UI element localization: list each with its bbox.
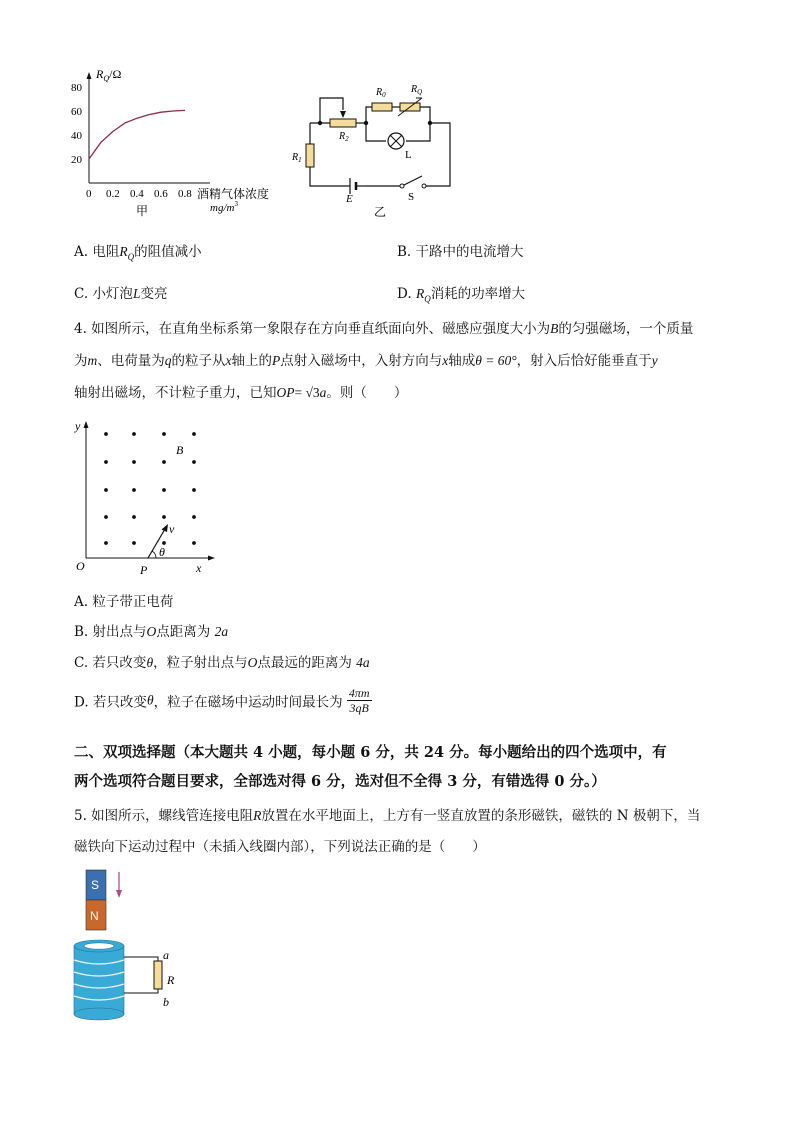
svg-text:S: S [91,878,100,892]
q3-circuit-figure [288,78,468,218]
field-dot [162,460,166,464]
svg-text:v: v [169,522,175,536]
graph-y-arrow [87,72,92,79]
graph-y-label: $R_Q/\Omega$ [96,67,122,83]
svg-text:L: L [405,149,412,161]
x-tick-label: 0.2 [106,188,120,200]
field-dot [104,541,108,545]
svg-text:b: b [163,995,169,1009]
graph-x-unit: $mg/m^3$ [210,200,238,214]
switch-icon [400,176,426,188]
q3-option-b[interactable]: B. 干路中的电流增大 [397,244,524,260]
q5-magnet-figure [68,866,198,1024]
x-tick-label: 0.8 [178,188,192,200]
q5-stem: 5. 如图所示，螺线管连接电阻R放置在水平地面上，上方有一竖直放置的条形磁铁，磁铁的 N 极朝下，当 磁铁向下运动过程中（未插入线圈内部），下列说法正确的是（ ） [74,808,701,855]
field-dot [104,515,108,519]
field-dot [192,432,196,436]
graph-x-label: 酒精气体浓度 [197,187,270,201]
field-dot [192,488,196,492]
field-dot [192,515,196,519]
svg-text:R: R [167,973,175,987]
field-dot [104,460,108,464]
resistor-r [154,961,162,989]
field-dot [132,488,136,492]
svg-text:R2: $R_2$ [339,131,349,143]
q4-option-b[interactable]: B. 射出点与O点距离为 2a [74,624,229,640]
resistor-r1 [306,144,314,167]
svg-text:S: S [408,191,415,203]
field-dot [132,460,136,464]
q4-option-c[interactable]: C. 若只改变θ，粒子射出点与O点最远的距离为 4a [74,655,370,671]
field-dot [104,432,108,436]
graph-curve [89,110,185,159]
x-tick-label: 0.6 [154,188,168,200]
q3-option-a[interactable]: A. 电阻$R_Q$的阻值减小 [74,244,202,262]
y-tick-label: 80 [71,82,82,94]
svg-text:R1: $R_1$ [292,152,302,164]
time-fraction: $\frac{4\pi m}{3qB}$ [348,686,370,715]
field-dot [132,541,136,545]
svg-text:x: x [196,561,202,575]
svg-text:y: y [75,419,81,433]
circuit-wire-left-low [310,167,350,186]
q4-option-d[interactable]: D. 若只改变θ，粒子在磁场中运动时间最长为 $\frac{4\pi m}{3qB}$ [74,686,370,715]
field-dot [132,432,136,436]
svg-text:θ: θ [159,545,165,559]
y-tick-label: 60 [71,106,82,118]
field-dot [192,541,196,545]
svg-text:乙: 乙 [374,205,387,218]
q3-option-c[interactable]: C. 小灯泡L变亮 [74,286,168,302]
field-dot [162,432,166,436]
field-dot [162,515,166,519]
svg-text:E: E [346,193,353,205]
motion-arrow-icon [116,872,122,898]
battery-icon [350,178,366,194]
field-dot [132,515,136,519]
q4-option-a[interactable]: A. 粒子带正电荷 [74,594,174,610]
svg-text:P: P [140,563,148,576]
q4-stem: 4. 如图所示，在直角坐标系第一象限存在方向垂直纸面向外、磁感应强度大小为B的匀强磁场，一个质量 为m、电荷量为q的粒子从x轴上的P点射入磁场中，入射方向与x轴成θ = 60°，射入后恰好能垂直于y 轴射出磁场，不计粒子重力，已知OP= √3a。则（ ） [74,321,694,401]
graph-caption: 甲 [136,204,149,218]
q3-graph-figure [60,58,290,218]
q3-option-d[interactable]: D. $R_Q$消耗的功率增大 [397,286,526,304]
lamp-icon [388,133,404,149]
field-dot [192,460,196,464]
field-dot [162,488,166,492]
svg-text:a: a [163,948,169,962]
rheostat-r2 [330,119,356,127]
x-tick-label: 0 [86,188,92,200]
resistor-r0 [372,103,392,111]
svg-text:B: B [176,443,184,457]
svg-text:RQ: $R_Q$ [411,84,423,96]
y-tick-label: 40 [71,130,82,142]
slider-arrow-icon [340,111,346,118]
svg-text:R0: $R_0$ [376,87,386,99]
field-dot [104,488,108,492]
section-2-heading: 二、双项选择题（本大题共 4 小题，每小题 6 分，共 24 分。每小题给出的四个选项中，有 两个选项符合题目要求，全部选对得 6 分，选对但不全得 3 分，有错选得 0 分。） [74,744,667,790]
y-tick-label: 20 [71,154,82,166]
solenoid-coil [74,940,124,1020]
svg-text:O: O [76,559,85,573]
x-tick-label: 0.4 [130,188,144,200]
q4-field-figure [72,416,222,576]
svg-text:N: N [90,909,99,923]
